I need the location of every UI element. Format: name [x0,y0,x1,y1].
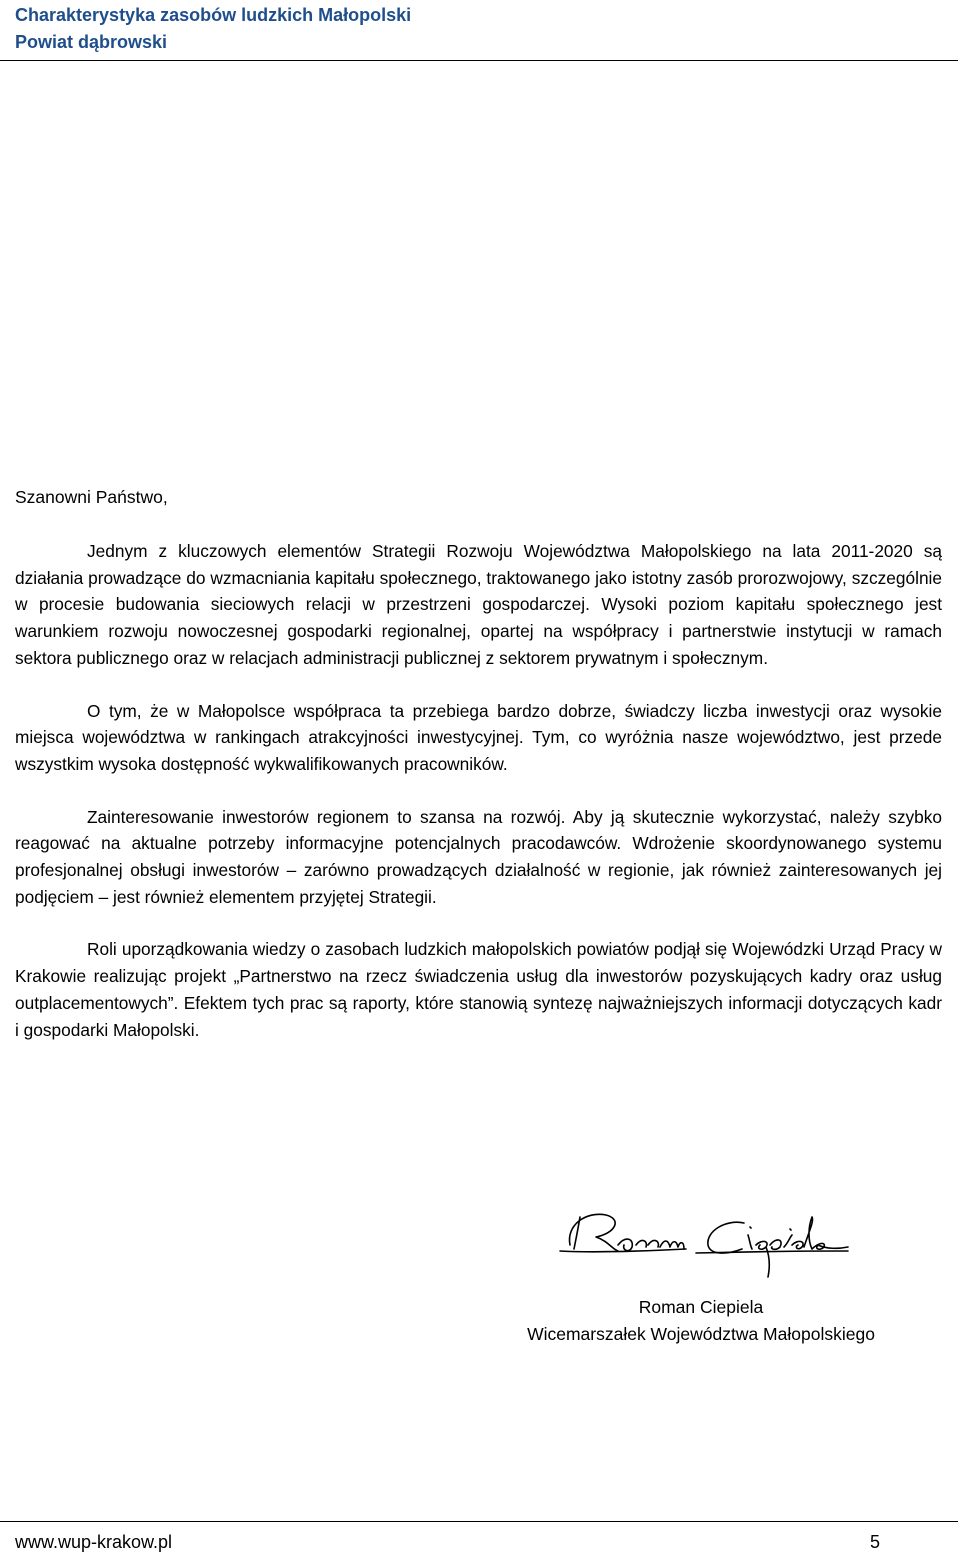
paragraph-4: Roli uporządkowania wiedzy o zasobach ludzkich małopolskich powiatów podjął się Wojewódzki Urząd Pracy w Krakowie realizując projekt „Partnerstwo na rzecz świadczenia usług dla inwestorów pozyskujących kadry oraz usług outplacementowych”. Efektem tych prac są raporty, które stanowią syntezę najważniejszych informacji dotyczących kadr i gospodarki Małopolski. [15,939,942,1040]
signer-name: Roman Ciepiela [638,1297,764,1317]
footer-url: www.wup-krakow.pl [15,1532,173,1552]
signer-role: Wicemarszałek Województwa Małopolskiego [527,1324,875,1344]
page-number: 5 [870,1532,881,1552]
signer-block [500,1294,902,1348]
header-divider [0,60,958,61]
paragraph-2: O tym, że w Małopolsce współpraca ta przebiega bardzo dobrze, świadczy liczba inwestycji oraz wysokie miejsca województwa w rankingach atrakcyjności inwestycyjnej. Tym, co wyróżnia nasze województwo, jest przede wszystkim wysoka dostępność wykwalifikowanych pracowników. [15,700,942,774]
paragraph-1: Jednym z kluczowych elementów Strategii Rozwoju Województwa Małopolskiego na lata 2011-2020 są działania prowadzące do wzmacniania kapitału społecznego, traktowanego jako istotny zasób prorozwojowy, szczególnie w procesie budowania sieciowych relacji w przestrzeni gospodarczej. Wysoki poziom kapitału społecznego jest warunkiem rozwoju nowoczesnej gospodarki regionalnej, opartej na współpracy i partnerstwie instytucji w ramach sektora publicznego oraz w relacjach administracji publicznej z sektorem prywatnym i społecznym. [15,541,942,668]
document-header [15,2,955,56]
header-title: Charakterystyka zasobów ludzkich Małopolski [15,5,412,25]
footer-divider [0,1521,958,1522]
salutation: Szanowni Państwo, [15,487,168,507]
handwritten-signature [556,1205,852,1281]
header-subtitle: Powiat dąbrowski [15,32,168,52]
paragraph-3: Zainteresowanie inwestorów regionem to szansa na rozwój. Aby ją skutecznie wykorzystać, należy szybko reagować na aktualne potrzeby informacyjne potencjalnych pracodawców. Wdrożenie skoordynowanego systemu profesjonalnej obsługi inwestorów – zarówno prowadzących działalność w regionie, jak również zainteresowanych jej podjęciem – jest również elementem przyjętej Strategii. [15,806,942,907]
letter-body [15,538,942,1069]
